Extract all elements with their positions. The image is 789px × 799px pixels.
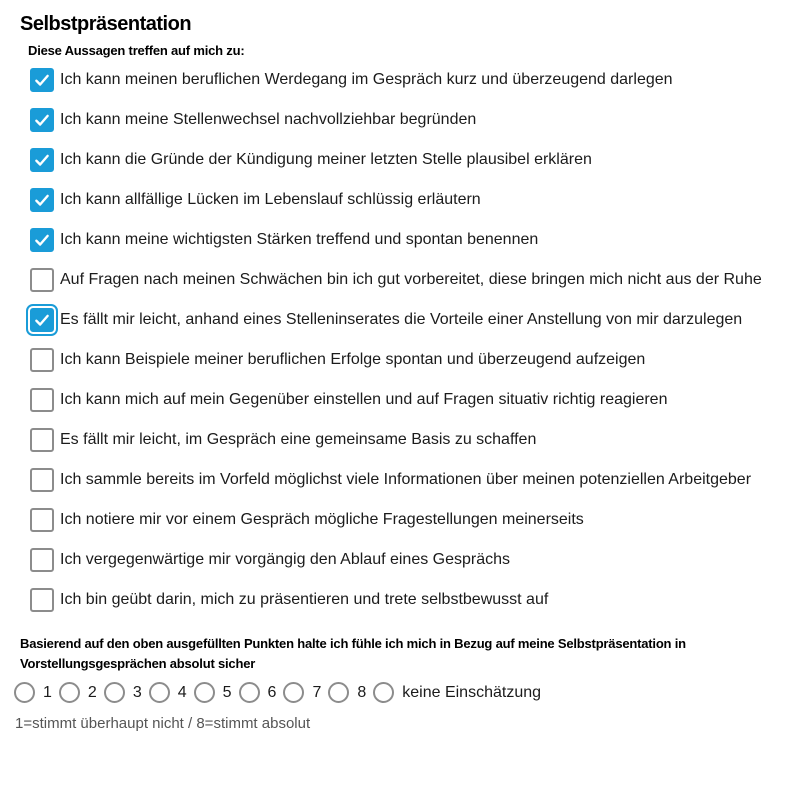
checkbox[interactable] (30, 188, 54, 212)
checkbox-label[interactable]: Ich kann die Gründe der Kündigung meiner letzten Stelle plausibel erklären (60, 151, 592, 168)
checkbox-label[interactable]: Ich kann meinen beruflichen Werdegang im Gespräch kurz und überzeugend darlegen (60, 71, 673, 88)
radio-circle-icon[interactable] (59, 682, 80, 703)
checkbox-label[interactable]: Auf Fragen nach meinen Schwächen bin ich gut vorbereitet, diese bringen mich nicht aus der Ruhe (60, 271, 762, 288)
radio-option[interactable] (59, 682, 97, 703)
checkbox-label[interactable]: Es fällt mir leicht, anhand eines Stelleninserates die Vorteile einer Anstellung von mir darzulegen (60, 311, 743, 328)
checkbox-label[interactable]: Ich kann mich auf mein Gegenüber einstellen und auf Fragen situativ richtig reagieren (60, 391, 668, 408)
checkbox[interactable] (30, 548, 54, 572)
form-instructions: Diese Aussagen treffen auf mich zu: (28, 43, 245, 58)
checkbox[interactable] (30, 428, 54, 452)
radio-option-label: 6 (267, 684, 277, 701)
checkbox-row (30, 68, 769, 92)
checkbox[interactable] (30, 268, 54, 292)
radio-option-label: keine Einschätzung (402, 684, 542, 701)
checkmark-icon (33, 311, 51, 329)
radio-circle-icon[interactable] (14, 682, 35, 703)
radio-option[interactable] (149, 682, 187, 703)
checkbox-row (30, 228, 769, 252)
checkbox-label[interactable]: Ich notiere mir vor einem Gespräch mögliche Fragestellungen meinerseits (60, 511, 584, 528)
radio-circle-icon[interactable] (149, 682, 170, 703)
radio-option[interactable] (283, 682, 321, 703)
radio-circle-icon[interactable] (104, 682, 125, 703)
radio-option-label: 2 (87, 684, 97, 701)
radio-circle-icon[interactable] (239, 682, 260, 703)
checkbox-label[interactable]: Ich kann meine wichtigsten Stärken treffend und spontan benennen (60, 231, 539, 248)
checkbox-label[interactable]: Ich vergegenwärtige mir vorgängig den Ablauf eines Gesprächs (60, 551, 511, 568)
checkbox-row (30, 188, 769, 212)
checkbox-row (30, 108, 769, 132)
page-title: Selbstpräsentation (20, 13, 192, 35)
radio-option[interactable] (104, 682, 142, 703)
checkbox[interactable] (30, 588, 54, 612)
checkbox-row (30, 548, 769, 572)
checkmark-icon (33, 231, 51, 249)
checkbox[interactable] (30, 108, 54, 132)
checkbox[interactable] (30, 68, 54, 92)
radio-option-label: 3 (132, 684, 142, 701)
rating-radio-group (14, 682, 769, 703)
checkbox-label[interactable]: Ich kann Beispiele meiner beruflichen Erfolge spontan und überzeugend aufzeigen (60, 351, 646, 368)
radio-option[interactable] (14, 682, 52, 703)
radio-option-label: 8 (357, 684, 367, 701)
checkbox-label[interactable]: Ich kann allfällige Lücken im Lebenslauf schlüssig erläutern (60, 191, 481, 208)
checkmark-icon (33, 71, 51, 89)
checkbox-row (30, 588, 769, 612)
checkbox[interactable] (30, 148, 54, 172)
checkbox[interactable] (30, 508, 54, 532)
radio-option[interactable] (373, 682, 541, 703)
checkbox-row (30, 148, 769, 172)
checkbox[interactable] (30, 468, 54, 492)
rating-legend: 1=stimmt überhaupt nicht / 8=stimmt absolut (15, 715, 311, 732)
checkbox-label[interactable]: Ich kann meine Stellenwechsel nachvollziehbar begründen (60, 111, 477, 128)
radio-option-label: 1 (43, 684, 52, 701)
radio-circle-icon[interactable] (328, 682, 349, 703)
rating-prompt: Basierend auf den oben ausgefüllten Punkten halte ich fühle ich mich in Bezug auf meine Selbstpräsentation in Vorstellungsgesprächen absolut sicher (20, 636, 686, 671)
checkbox-row (30, 388, 769, 412)
radio-option[interactable] (328, 682, 366, 703)
checkbox-row (30, 308, 769, 332)
radio-option-label: 4 (177, 684, 187, 701)
checkbox[interactable] (30, 388, 54, 412)
checkmark-icon (33, 151, 51, 169)
radio-circle-icon[interactable] (373, 682, 394, 703)
checkbox-row (30, 268, 769, 292)
checkbox-label[interactable]: Ich bin geübt darin, mich zu präsentieren und trete selbstbewusst auf (60, 591, 549, 608)
radio-option[interactable] (239, 682, 277, 703)
radio-circle-icon[interactable] (194, 682, 215, 703)
checkbox[interactable] (30, 228, 54, 252)
checkbox-row (30, 428, 769, 452)
checkbox-row (30, 508, 769, 532)
checklist (20, 68, 769, 612)
checkbox-row (30, 348, 769, 372)
checkbox-label[interactable]: Es fällt mir leicht, im Gespräch eine gemeinsame Basis zu schaffen (60, 431, 537, 448)
checkmark-icon (33, 191, 51, 209)
radio-option[interactable] (194, 682, 232, 703)
checkbox[interactable] (30, 348, 54, 372)
checkbox-row (30, 468, 769, 492)
radio-option-label: 7 (312, 684, 322, 701)
radio-option-label: 5 (222, 684, 232, 701)
radio-circle-icon[interactable] (283, 682, 304, 703)
checkbox-label[interactable]: Ich sammle bereits im Vorfeld möglichst viele Informationen über meinen potenziellen Arbeitgeber (60, 471, 752, 488)
checkmark-icon (33, 111, 51, 129)
checkbox[interactable] (30, 308, 54, 332)
